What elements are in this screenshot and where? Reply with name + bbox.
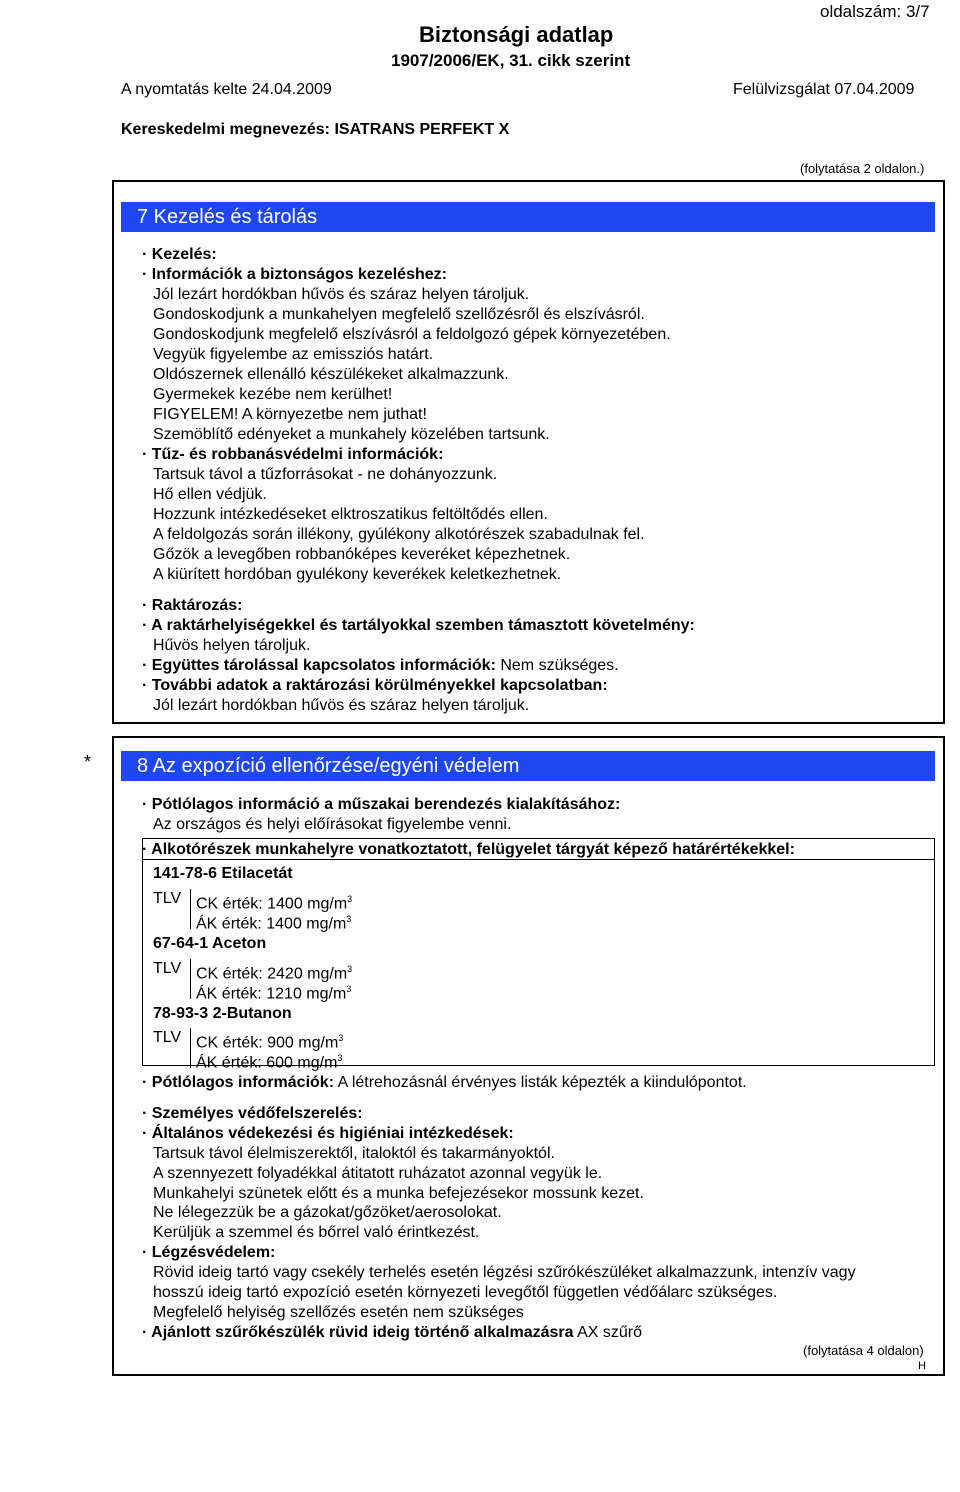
- component-ck: CK érték: 2420 $mg/m^3$: [196, 964, 353, 983]
- safe-handling-heading: · Információk a biztonságos kezeléshez:: [142, 266, 447, 283]
- respiratory-line: Megfelelő helyiség szellőzés esetén nem szükséges: [153, 1304, 524, 1321]
- component-type: TLV: [153, 1029, 182, 1046]
- fire-line: A kiürített hordóban gyulékony keverékek keletkezhetnek.: [153, 566, 562, 583]
- engineering-value: Az országos és helyi előírásokat figyelembe venni.: [153, 816, 512, 833]
- filter-value: AX szűrő: [577, 1324, 643, 1341]
- safe-handling-line: Gondoskodjunk megfelelő elszívásról a feldolgozó gépek környezetében.: [153, 326, 671, 343]
- hygiene-line: Munkahelyi szünetek előtt és a munka befejezésekor mossunk kezet.: [153, 1185, 644, 1202]
- section-8-title: 8 Az expozíció ellenőrzése/egyéni védelem: [121, 751, 935, 781]
- fire-line: Gőzök a levegőben robbanóképes keveréket képezhetnek.: [153, 546, 571, 563]
- trade-name: Kereskedelmi megnevezés: ISATRANS PERFEKT X: [121, 121, 510, 138]
- component-separator: [190, 959, 191, 999]
- revision-date: Felülvizsgálat 07.04.2009: [733, 81, 915, 98]
- continued-from: (folytatása 2 oldalon.): [800, 161, 925, 176]
- fire-line: Hozzunk intézkedéseket elktroszatikus feltöltődés ellen.: [153, 506, 548, 523]
- safe-handling-line: Szemöblítő edényeket a munkahely közelében tartsunk.: [153, 426, 550, 443]
- component-type: TLV: [153, 960, 182, 977]
- storage-requirement-heading: · A raktárhelyiségekkel és tartályokkal szemben támasztott követelmény:: [142, 617, 695, 634]
- continued-on: (folytatása 4 oldalon): [803, 1343, 924, 1358]
- further-storage-heading: · További adatok a raktározási körülményekkel kapcsolatban:: [142, 677, 608, 694]
- component-ck: CK érték: 900 $mg/m^3$: [196, 1033, 344, 1052]
- filter-label: · Ajánlott szűrőkészülék rüvid ideig történő alkalmazásra: [142, 1324, 574, 1341]
- hygiene-line: Kerüljük a szemmel és bőrrel való érintkezést.: [153, 1224, 480, 1241]
- respiratory-line: hosszú ideig tartó expozíció esetén környezeti levegőtől független védőálarc szükséges.: [153, 1284, 778, 1301]
- handling-heading: · Kezelés:: [142, 246, 217, 263]
- footer-mark: H: [918, 1360, 926, 1372]
- filter-row: [142, 1323, 642, 1343]
- component-ak: ÁK érték: 1400 $mg/m^3$: [196, 914, 352, 933]
- component-name: 141-78-6 Etilacetát: [153, 865, 293, 882]
- safe-handling-line: FIGYELEM! A környezetbe nem juthat!: [153, 406, 427, 423]
- additional-info-value: A létrehozásnál érvényes listák képezték a kiindulópontot.: [337, 1074, 747, 1091]
- further-storage-value: Jól lezárt hordókban hűvös és száraz helyen tároljuk.: [153, 697, 530, 714]
- joint-storage-row: [142, 656, 619, 676]
- safe-handling-line: Vegyük figyelembe az emissziós határt.: [153, 346, 434, 363]
- joint-storage-label: · Együttes tárolással kapcsolatos információk:: [142, 657, 496, 674]
- safe-handling-line: Oldószernek ellenálló készülékeket alkalmazzunk.: [153, 366, 509, 383]
- change-marker: *: [84, 752, 92, 772]
- storage-heading: · Raktározás:: [142, 597, 243, 614]
- limits-table-divider: [142, 859, 935, 860]
- respiratory-heading: · Légzésvédelem:: [142, 1244, 276, 1261]
- engineering-heading: · Pótlólagos információ a műszakai berendezés kialakításához:: [142, 796, 621, 813]
- safe-handling-line: Gyermekek kezébe nem kerülhet!: [153, 386, 393, 403]
- component-separator: [190, 889, 191, 929]
- joint-storage-value: Nem szükséges.: [500, 657, 619, 674]
- hygiene-line: Ne lélegezzük be a gázokat/gőzöket/aerosolokat.: [153, 1204, 502, 1221]
- document-subtitle: 1907/2006/EK, 31. cikk szerint: [391, 51, 631, 70]
- component-ak: ÁK érték: 600 $mg/m^3$: [196, 1053, 343, 1072]
- fire-line: Tartsuk távol a tűzforrásokat - ne dohányozzunk.: [153, 466, 498, 483]
- storage-requirement-value: Hűvös helyen tároljuk.: [153, 637, 311, 654]
- section-7-title: 7 Kezelés és tárolás: [121, 202, 935, 232]
- component-type: TLV: [153, 890, 182, 907]
- respiratory-line: Rövid ideig tartó vagy csekély terhelés esetén légzési szűrókészüléket alkalmazzunk, intenzív vagy: [153, 1264, 856, 1281]
- component-separator: [190, 1028, 191, 1068]
- hygiene-line: A szennyezett folyadékkal átitatott ruházatot azonnal vegyük le.: [153, 1165, 603, 1182]
- additional-info-row: [142, 1073, 747, 1093]
- fire-line: A feldolgozás során illékony, gyúlékony alkotórészek szabadulnak fel.: [153, 526, 645, 543]
- component-name: 67-64-1 Aceton: [153, 935, 267, 952]
- print-date: A nyomtatás kelte 24.04.2009: [121, 81, 332, 98]
- ppe-heading: · Személyes védőfelszerelés:: [142, 1105, 363, 1122]
- fire-line: Hő ellen védjük.: [153, 486, 267, 503]
- component-ck: CK érték: 1400 $mg/m^3$: [196, 894, 353, 913]
- document-title: Biztonsági adatlap: [419, 22, 614, 47]
- limits-heading: · Alkotórészek munkahelyre vonatkoztatott, felügyelet tárgyát képező határértékekkel:: [142, 841, 795, 858]
- safe-handling-line: Gondoskodjunk a munkahelyen megfelelő szellőzésről és elszívásról.: [153, 306, 645, 323]
- hygiene-line: Tartsuk távol élelmiszerektől, italoktól és takarmányoktól.: [153, 1145, 555, 1162]
- component-ak: ÁK érték: 1210 $mg/m^3$: [196, 984, 352, 1003]
- additional-info-label: · Pótlólagos információk:: [142, 1074, 335, 1091]
- component-name: 78-93-3 2-Butanon: [153, 1005, 292, 1022]
- safe-handling-line: Jól lezárt hordókban hűvös és száraz helyen tároljuk.: [153, 286, 530, 303]
- page-number: oldalszám: 3/7: [820, 2, 930, 21]
- hygiene-heading: · Általános védekezési és higiéniai intézkedések:: [142, 1125, 514, 1142]
- fire-heading: · Tűz- és robbanásvédelmi információk:: [142, 446, 444, 463]
